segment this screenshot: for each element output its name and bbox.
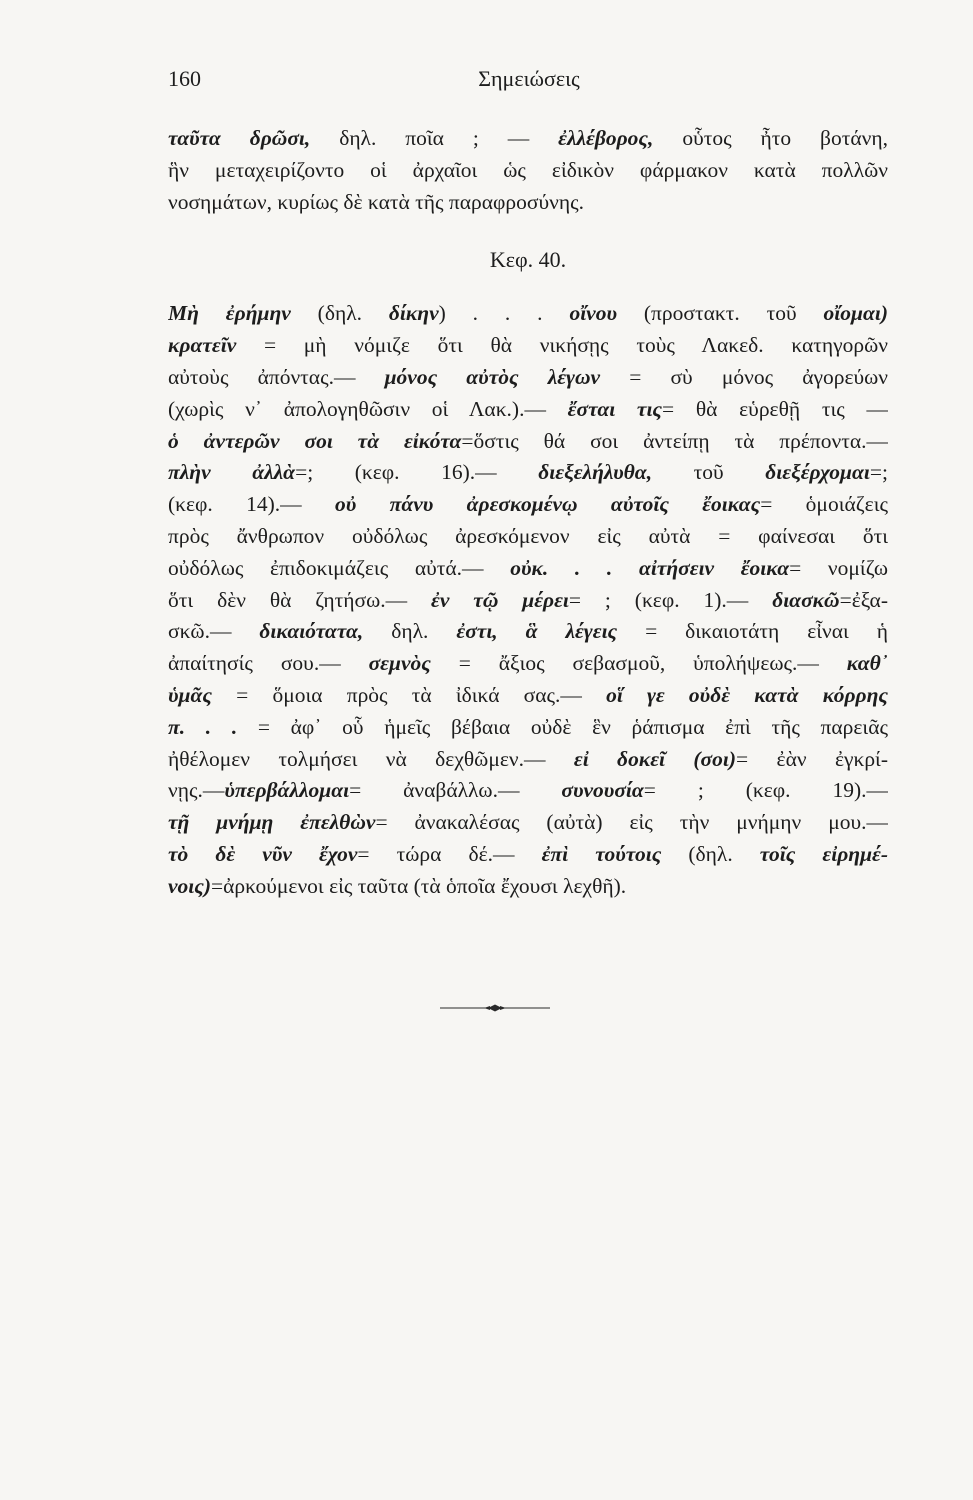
gloss-text: ἀπαίτησίς σου.— bbox=[168, 651, 369, 676]
lemma-term: ἐπὶ τούτοις bbox=[541, 841, 662, 866]
lemma-term: νοις) bbox=[168, 873, 212, 898]
text-line bbox=[168, 489, 888, 521]
gloss-text: =; bbox=[869, 460, 888, 485]
gloss-text: = σὺ μόνος ἀγορεύων bbox=[600, 364, 888, 389]
lemma-term: ἐλλέβορος, bbox=[558, 126, 654, 150]
text-line bbox=[168, 871, 888, 903]
gloss-text: ὅτι δὲν θὰ ζητήσω.— bbox=[168, 587, 432, 612]
gloss-text: =ἀρκούμενοι εἰς ταῦτα (τὰ ὁποῖα ἔχουσι λεχθῆ). bbox=[211, 873, 627, 898]
notes-body bbox=[168, 123, 888, 903]
gloss-text: (δηλ. bbox=[661, 841, 760, 866]
text-line bbox=[168, 426, 888, 458]
text-line bbox=[168, 775, 888, 807]
gloss-text: = ; (κεφ. 19).— bbox=[643, 778, 888, 803]
lemma-term: διεξελήλυθα, bbox=[538, 460, 653, 485]
gloss-text: = μὴ νόμιζε ὅτι θὰ νικήσῃς τοὺς Λακεδ. κατηγορῶν bbox=[236, 333, 888, 358]
gloss-text: = ἀνακαλέσας (αὐτὰ) εἰς τὴν μνήμην μου.— bbox=[375, 810, 888, 835]
lemma-term: τοῖς εἰρημέ- bbox=[759, 841, 888, 866]
lemma-term: ὑπερβάλλομαι bbox=[224, 778, 350, 803]
lemma-term: ὁ ἀντερῶν σοι τὰ εἰκότα bbox=[168, 428, 462, 453]
gloss-text: = ἐὰν ἐγκρί- bbox=[736, 746, 888, 771]
text-line bbox=[168, 362, 888, 394]
lemma-term: ἔσται τις bbox=[567, 396, 663, 421]
gloss-text: =ἐξα- bbox=[839, 587, 888, 612]
lemma-term: οὐ πάνυ ἀρεσκομένῳ αὐτοῖς ἔοικας bbox=[335, 492, 761, 517]
lemma-term: καθ᾽ bbox=[846, 651, 888, 676]
lemma-term: οἴομαι) bbox=[823, 301, 888, 326]
text-line bbox=[168, 123, 888, 155]
text-line bbox=[168, 807, 888, 839]
gloss-text: = ἀφ᾽ οὗ ἡμεῖς βέβαια οὐδὲ ἓν ῥάπισμα ἐπὶ τῆς παρειᾶς bbox=[237, 714, 888, 739]
lemma-term: διασκῶ bbox=[772, 587, 840, 612]
gloss-text: αὐτοὺς ἀπόντας.— bbox=[168, 364, 385, 389]
gloss-text: =; (κεφ. 16).— bbox=[295, 460, 539, 485]
gloss-text: = δικαιοτάτη εἶναι ἡ bbox=[617, 619, 888, 644]
text-line bbox=[168, 839, 888, 871]
text-line bbox=[168, 330, 888, 362]
gloss-text: = ἀναβάλλω.— bbox=[349, 778, 562, 803]
lemma-term: σεμνὸς bbox=[368, 651, 431, 676]
lemma-term: ὑμᾶς bbox=[168, 682, 212, 707]
gloss-text: = ; (κεφ. 1).— bbox=[568, 587, 773, 612]
gloss-text: σκῶ.— bbox=[168, 619, 260, 644]
running-title: Σημειώσεις bbox=[478, 66, 580, 91]
lemma-term: ταῦτα δρῶσι, bbox=[168, 126, 311, 150]
gloss-text: νοσημάτων, κυρίως δὲ κατὰ τῆς παραφροσύνης. bbox=[168, 189, 584, 214]
text-line bbox=[168, 521, 888, 553]
gloss-text: = νομίζω bbox=[789, 555, 888, 580]
text-line bbox=[168, 298, 888, 330]
gloss-text: = θὰ εὑρεθῇ τις — bbox=[662, 396, 888, 421]
running-head bbox=[168, 66, 890, 98]
chapter-notes-paragraph bbox=[168, 298, 888, 902]
end-ornament-icon bbox=[440, 1002, 550, 1014]
gloss-text: δηλ. bbox=[363, 619, 457, 644]
lemma-term: οὐκ. . . αἰτήσειν ἔοικα bbox=[510, 555, 790, 580]
page-number: 160 bbox=[168, 66, 201, 91]
gloss-text: = ἄξιος σεβασμοῦ, ὑπολήψεως.— bbox=[430, 651, 847, 676]
gloss-text: (δηλ. bbox=[290, 301, 389, 326]
lemma-term: τῇ μνήμῃ ἐπελθὼν bbox=[168, 810, 376, 835]
text-line bbox=[168, 744, 888, 776]
gloss-text: = τώρα δέ.— bbox=[357, 841, 542, 866]
chapter-heading: Κεφ. 40. bbox=[489, 247, 567, 273]
gloss-text: ἠθέλομεν τολμήσει νὰ δεχθῶμεν.— bbox=[168, 746, 574, 771]
lemma-term: οἴνου bbox=[569, 301, 617, 326]
gloss-text: = ὅμοια πρὸς τὰ ἰδικά σας.— bbox=[211, 682, 607, 707]
gloss-text: =ὅστις θά σοι ἀντείπῃ τὰ πρέποντα.— bbox=[461, 428, 888, 453]
text-line bbox=[168, 187, 888, 219]
lemma-term: κρατεῖν bbox=[168, 333, 237, 358]
text-line bbox=[168, 394, 888, 426]
lemma-term: διεξέρχομαι bbox=[765, 460, 870, 485]
lemma-term: πλὴν ἀλλὰ bbox=[168, 460, 296, 485]
lemma-term: τὸ δὲ νῦν ἔχον bbox=[168, 841, 358, 866]
gloss-text: (χωρὶς ν᾽ ἀπολογηθῶσιν οἱ Λακ.).— bbox=[168, 396, 568, 421]
lemma-term: ἐν τῷ μέρει bbox=[431, 587, 569, 612]
gloss-text: ἣν μεταχειρίζοντο οἱ ἀρχαῖοι ὡς εἰδικὸν φάρμακον κατὰ πολλῶν bbox=[168, 157, 888, 182]
gloss-text: (κεφ. 14).— bbox=[168, 492, 335, 517]
lemma-term: δίκην bbox=[388, 301, 439, 326]
gloss-text: οὐδόλως ἐπιδοκιμάζεις αὐτά.— bbox=[168, 555, 511, 580]
lemma-term: δικαιότατα, bbox=[259, 619, 364, 644]
text-line bbox=[168, 457, 888, 489]
gloss-text: οὗτος ἦτο βοτάνη, bbox=[653, 126, 888, 150]
text-line bbox=[168, 585, 888, 617]
lemma-term: Μὴ ἐρήμην bbox=[168, 301, 291, 326]
text-line bbox=[168, 680, 888, 712]
gloss-text: πρὸς ἄνθρωπον οὐδόλως ἀρεσκόμενον εἰς αὐτὰ = φαίνεσαι ὅτι bbox=[168, 523, 888, 548]
gloss-text: νῃς.— bbox=[168, 778, 225, 803]
lemma-term: ἐστι, ἃ λέγεις bbox=[456, 619, 618, 644]
text-line bbox=[168, 616, 888, 648]
lemma-term: συνουσία bbox=[561, 778, 644, 803]
gloss-text: τοῦ bbox=[652, 460, 766, 485]
intro-paragraph bbox=[168, 123, 888, 218]
lemma-term: οἵ γε οὐδὲ κατὰ κόρρης bbox=[606, 682, 888, 707]
gloss-text: δηλ. ποῖα ; — bbox=[310, 126, 559, 150]
text-line bbox=[168, 648, 888, 680]
text-line bbox=[168, 155, 888, 187]
lemma-term: π. . . bbox=[168, 714, 238, 739]
lemma-term: εἰ δοκεῖ (σοι) bbox=[573, 746, 737, 771]
gloss-text: = ὁμοιάζεις bbox=[760, 492, 888, 517]
lemma-term: μόνος αὐτὸς λέγων bbox=[384, 364, 601, 389]
text-line bbox=[168, 553, 888, 585]
text-line bbox=[168, 712, 888, 744]
gloss-text: (προστακτ. τοῦ bbox=[617, 301, 824, 326]
gloss-text: ) . . . bbox=[438, 301, 570, 326]
